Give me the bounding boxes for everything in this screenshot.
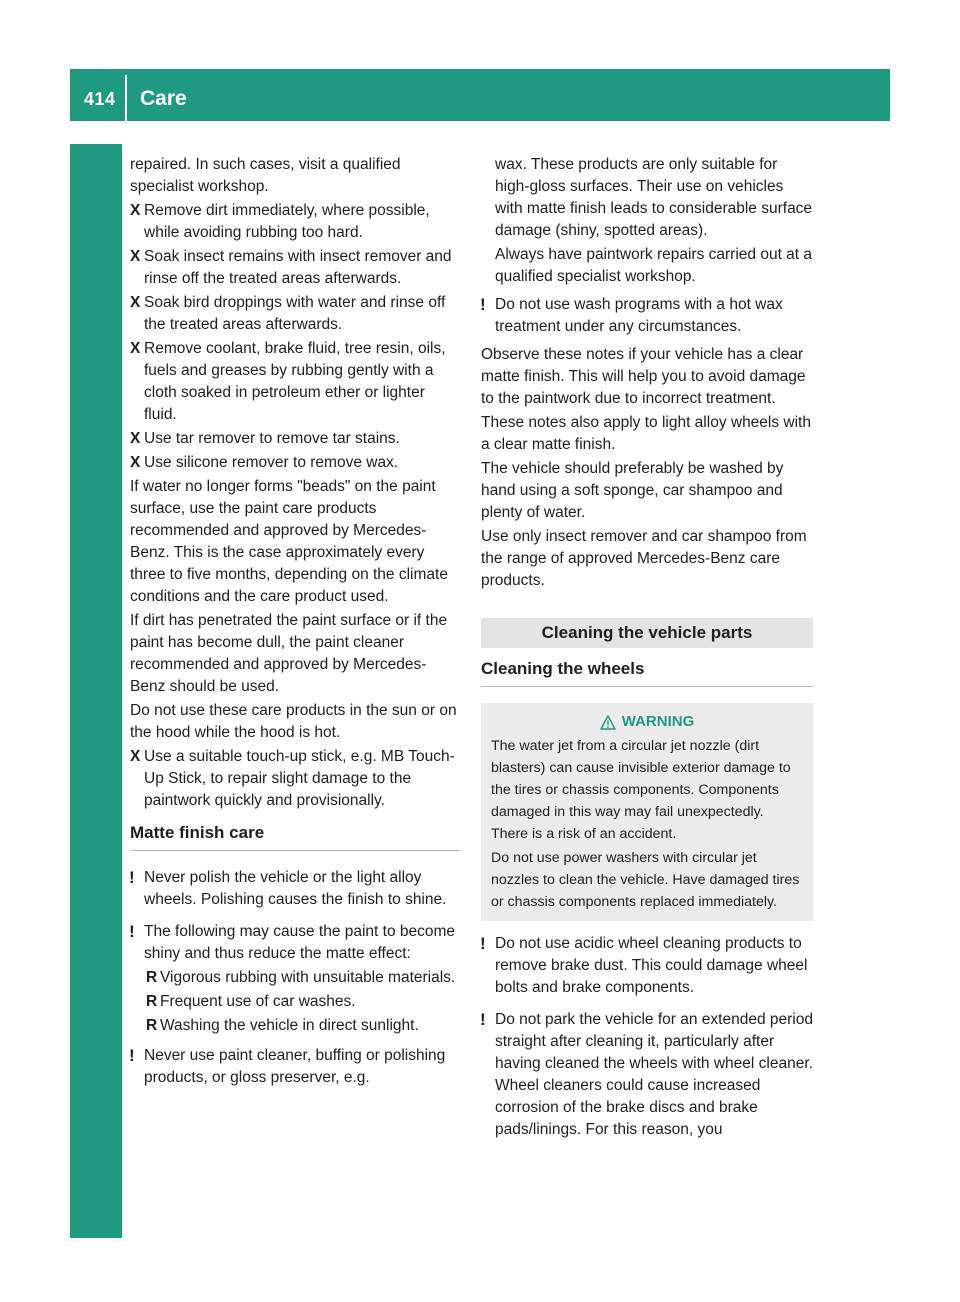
note-item: ! Do not use acidic wheel cleaning products to remove brake dust. This could damage wheel bolts and brake components.	[480, 934, 808, 996]
paragraph: If water no longer forms "beads" on the paint surface, use the paint care products recommended and approved by Mercedes-Benz. This is the case approximately every three to five months, depending on the climate conditions and the care product used.	[130, 478, 448, 605]
warning-triangle-icon	[600, 715, 616, 730]
note-item: ! The following may cause the paint to become shiny and thus reduce the matte effect:	[129, 922, 456, 962]
paragraph: If dirt has penetrated the paint surface or if the paint has become dull, the paint cleaner recommended and approved by Mercedes-Benz should be used.	[130, 612, 448, 695]
header-divider	[125, 75, 127, 121]
list-item: X Use a suitable touch-up stick, e.g. MB Touch-Up Stick, to repair slight damage to the paintwork quickly and provisionally.	[130, 748, 455, 809]
warning-box	[481, 703, 813, 921]
paragraph: The vehicle should preferably be washed by hand using a soft sponge, car shampoo and plenty of water.	[481, 460, 784, 521]
page-number: 414	[84, 89, 116, 109]
step-x-icon: X	[130, 430, 141, 447]
warning-text: Do not use power washers with circular jet nozzles to clean the vehicle. Have damaged tires or chassis components replaced immediately.	[491, 850, 800, 910]
paragraph: repaired. In such cases, visit a qualified specialist workshop.	[130, 156, 401, 195]
left-column	[130, 154, 460, 1091]
note-item: ! Never use paint cleaner, buffing or polishing products, or gloss preserver, e.g.	[129, 1046, 446, 1086]
step-x-icon: X	[130, 340, 141, 357]
warning-text: The water jet from a circular jet nozzle (dirt blasters) can cause invisible exterior damage to the tires or chassis components. Components damaged in this way may fail unexpectedly. There is a risk of an accident.	[491, 738, 791, 842]
list-item: X Soak bird droppings with water and rinse off the treated areas afterwards.	[130, 294, 446, 333]
note-item: ! Do not park the vehicle for an extended period straight after cleaning it, particularly after having cleaned the wheels with wheel cleaner. Wheel cleaners could cause increased corrosion of the brake discs and brake pads/linings. For this reason, you	[480, 1010, 813, 1138]
subsection-heading: Matte finish care	[130, 822, 460, 851]
list-item: R Frequent use of car washes.	[130, 991, 460, 1013]
list-item: X Use tar remover to remove tar stains.	[130, 428, 460, 450]
list-item: R Vigorous rubbing with unsuitable materials.	[130, 967, 460, 989]
list-item: X Remove coolant, brake fluid, tree resin, oils, fuels and greases by rubbing gently with a cloth soaked in petroleum ether or lighter fluid.	[130, 340, 446, 423]
list-item: X Soak insect remains with insect remover and rinse off the treated areas afterwards.	[130, 248, 452, 287]
page-header-band	[70, 69, 890, 121]
warning-title: WARNING	[491, 711, 803, 733]
step-x-icon: X	[130, 202, 141, 219]
paragraph: Observe these notes if your vehicle has a clear matte finish. This will help you to avoid damage to the paintwork due to incorrect treatment.	[481, 346, 806, 407]
side-tab	[70, 144, 122, 1238]
exclamation-icon: !	[480, 934, 486, 953]
right-column	[481, 154, 813, 1143]
side-tab-label: Maintenance and care	[84, 365, 107, 575]
list-item: X Use silicone remover to remove wax.	[130, 452, 460, 474]
section-heading-bar: Cleaning the vehicle parts	[481, 618, 813, 648]
paragraph: These notes also apply to light alloy wheels with a clear matte finish.	[481, 414, 811, 453]
step-x-icon: X	[130, 294, 141, 311]
list-item: X Remove dirt immediately, where possible, while avoiding rubbing too hard.	[130, 202, 430, 241]
paragraph: wax. These products are only suitable for high-gloss surfaces. Their use on vehicles with matte finish leads to considerable surface damage (shiny, spotted areas).	[495, 156, 813, 239]
note-item: ! Do not use wash programs with a hot wax treatment under any circumstances.	[480, 295, 783, 335]
section-title: Care	[140, 87, 187, 110]
exclamation-icon: !	[480, 295, 486, 314]
bullet-r-icon: R	[146, 993, 158, 1010]
note-item: ! Never polish the vehicle or the light alloy wheels. Polishing causes the finish to shine.	[129, 868, 447, 908]
bullet-r-icon: R	[146, 1017, 158, 1034]
step-x-icon: X	[130, 248, 141, 265]
step-x-icon: X	[130, 748, 141, 765]
paragraph: Always have paintwork repairs carried out at a qualified specialist workshop.	[495, 246, 813, 285]
bullet-r-icon: R	[146, 969, 158, 986]
paragraph: Use only insect remover and car shampoo from the range of approved Mercedes-Benz care products.	[481, 528, 807, 589]
exclamation-icon: !	[480, 1010, 486, 1029]
subsection-heading: Cleaning the wheels	[481, 658, 813, 687]
list-item: R Washing the vehicle in direct sunlight.	[130, 1015, 460, 1037]
exclamation-icon: !	[129, 868, 135, 887]
exclamation-icon: !	[129, 922, 135, 941]
exclamation-icon: !	[129, 1046, 135, 1065]
step-x-icon: X	[130, 454, 141, 471]
paragraph: Do not use these care products in the sun or on the hood while the hood is hot.	[130, 702, 457, 741]
